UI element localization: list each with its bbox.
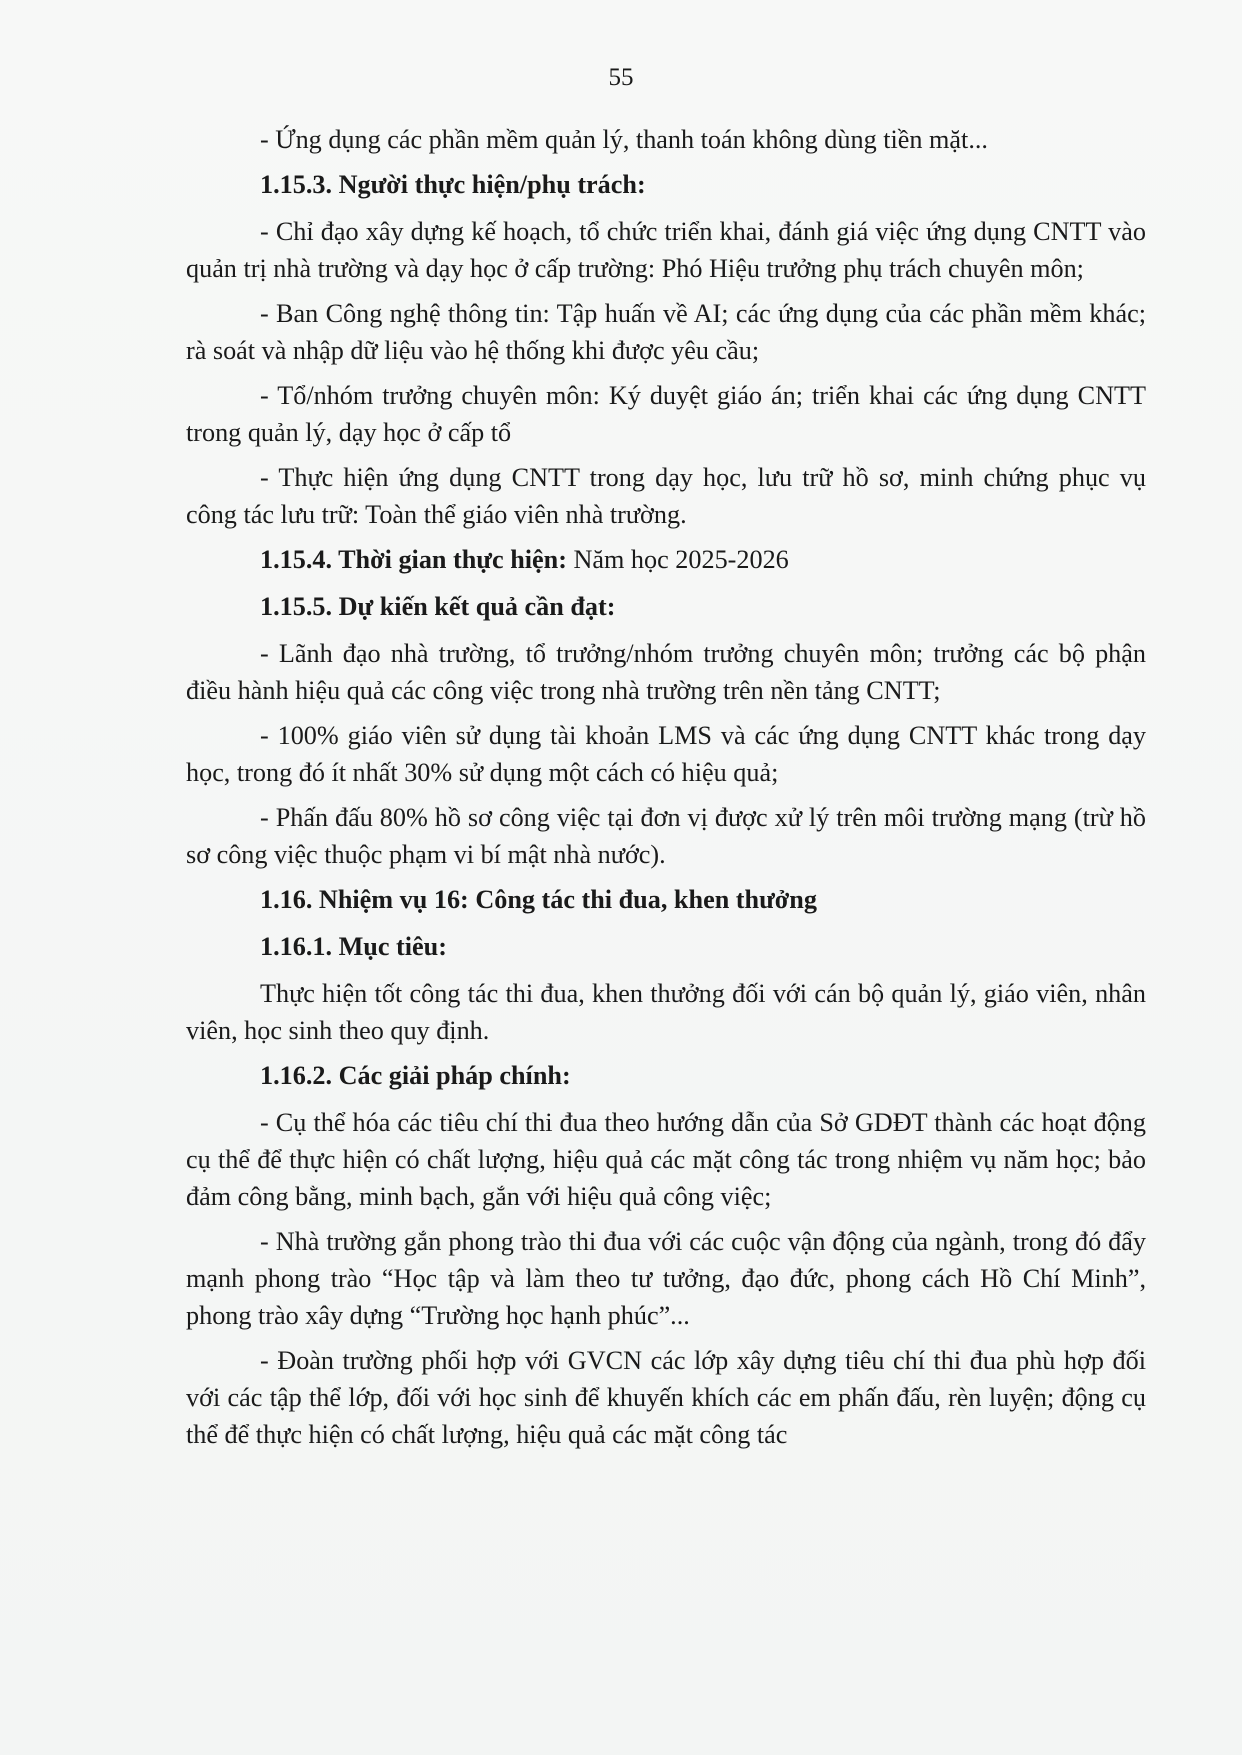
paragraph: - Ứng dụng các phần mềm quản lý, thanh toán không dùng tiền mặt... bbox=[260, 125, 988, 154]
paragraph: - Thực hiện ứng dụng CNTT trong dạy học, lưu trữ hồ sơ, minh chứng phục vụ công tác lưu trữ: Toàn thể giáo viên nhà trường. bbox=[186, 463, 1146, 529]
heading-value: Năm học 2025-2026 bbox=[566, 545, 789, 574]
section-heading: 1.16.1. Mục tiêu: bbox=[260, 932, 447, 961]
section-heading: 1.15.5. Dự kiến kết quả cần đạt: bbox=[260, 592, 616, 621]
page-number: 55 bbox=[608, 64, 634, 91]
heading-label: 1.15.4. Thời gian thực hiện: bbox=[260, 545, 567, 574]
paragraph: - Cụ thể hóa các tiêu chí thi đua theo hướng dẫn của Sở GDĐT thành các hoạt động cụ thể để thực hiện có chất lượng, hiệu quả các mặt công tác trong nhiệm vụ năm học; bảo đảm công bằng, minh bạch, gắn với hiệu quả công việc; bbox=[186, 1108, 1146, 1211]
section-heading: 1.16.2. Các giải pháp chính: bbox=[260, 1061, 571, 1090]
paragraph: - Nhà trường gắn phong trào thi đua với các cuộc vận động của ngành, trong đó đẩy mạnh phong trào “Học tập và làm theo tư tưởng, đạo đức, phong cách Hồ Chí Minh”, phong trào xây dựng “Trường học hạnh phúc”... bbox=[186, 1227, 1146, 1330]
section-heading-with-value bbox=[186, 541, 1146, 578]
document-body bbox=[186, 121, 1146, 1461]
paragraph: - 100% giáo viên sử dụng tài khoản LMS và các ứng dụng CNTT khác trong dạy học, trong đó ít nhất 30% sử dụng một cách có hiệu quả; bbox=[186, 721, 1146, 787]
section-heading: 1.15.3. Người thực hiện/phụ trách: bbox=[260, 170, 646, 199]
paragraph: - Phấn đấu 80% hồ sơ công việc tại đơn vị được xử lý trên môi trường mạng (trừ hồ sơ công việc thuộc phạm vi bí mật nhà nước). bbox=[186, 803, 1146, 869]
paragraph: - Chỉ đạo xây dựng kế hoạch, tổ chức triển khai, đánh giá việc ứng dụng CNTT vào quản trị nhà trường và dạy học ở cấp trường: Phó Hiệu trưởng phụ trách chuyên môn; bbox=[186, 217, 1146, 283]
paragraph: Thực hiện tốt công tác thi đua, khen thưởng đối với cán bộ quản lý, giáo viên, nhân viên, học sinh theo quy định. bbox=[186, 979, 1146, 1045]
paragraph: - Lãnh đạo nhà trường, tổ trưởng/nhóm trưởng chuyên môn; trưởng các bộ phận điều hành hiệu quả các công việc trong nhà trường trên nền tảng CNTT; bbox=[186, 639, 1146, 705]
paragraph: - Đoàn trường phối hợp với GVCN các lớp xây dựng tiêu chí thi đua phù hợp đối với các tập thể lớp, đối với học sinh để khuyến khích các em phấn đấu, rèn luyện; động cụ thể để thực hiện có chất lượng, hiệu quả các mặt công tác bbox=[186, 1346, 1146, 1449]
section-heading: 1.16. Nhiệm vụ 16: Công tác thi đua, khen thưởng bbox=[260, 885, 817, 914]
paragraph: - Ban Công nghệ thông tin: Tập huấn về AI; các ứng dụng của các phần mềm khác; rà soát và nhập dữ liệu vào hệ thống khi được yêu cầu; bbox=[186, 299, 1146, 365]
paragraph: - Tổ/nhóm trưởng chuyên môn: Ký duyệt giáo án; triển khai các ứng dụng CNTT trong quản lý, dạy học ở cấp tổ bbox=[186, 381, 1146, 447]
